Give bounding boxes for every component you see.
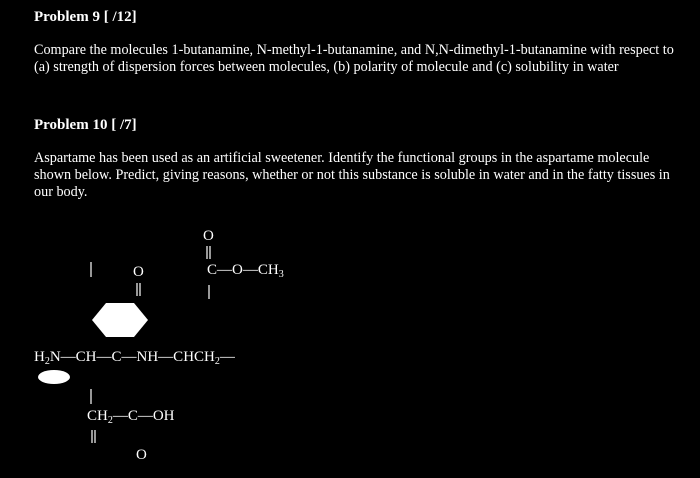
side-chain-acid: —C—OH [112,408,175,424]
main-chain-h: H [34,349,45,365]
ester-group-subscript: 3 [278,269,284,280]
ester-carbonyl-oxygen: O [203,228,214,244]
phenyl-ring-hexagon [92,303,148,337]
ester-group-label [207,262,284,278]
problem-9-heading: Problem 9 [ /12] [34,9,137,25]
side-chain-subscript: 2 [107,415,113,426]
main-chain-h-subscript: 2 [44,356,50,367]
main-chain-end-bond: — [219,349,235,365]
problem-10-text: Aspartame has been used as an artificial sweetener. Identify the functional groups in the aspartame molecule shown below. Predict, giving reasons, whether or not this substance is soluble in water and in the fatty tissues in our body. [34,150,670,200]
problem-10-heading: Problem 10 [ /7] [34,117,137,133]
main-chain-middle: N—CH—C—NH—CHCH [49,349,215,365]
main-chain-ch2-subscript: 2 [214,356,220,367]
side-chain-label [87,408,175,424]
problem-9-text: Compare the molecules 1-butanamine, N-methyl-1-butanamine, and N,N-dimethyl-1-butanamine with respect to (a) strength of dispersion forces between molecules, (b) polarity of molecule and (c) solubility in water [34,42,674,75]
amide-carbonyl-oxygen: O [133,264,144,280]
side-chain-ch: CH [87,408,108,424]
ester-group-main: C—O—CH [207,262,279,278]
ellipse-blot [38,370,70,384]
acid-carbonyl-oxygen: O [136,447,147,463]
main-chain-label [34,349,235,365]
